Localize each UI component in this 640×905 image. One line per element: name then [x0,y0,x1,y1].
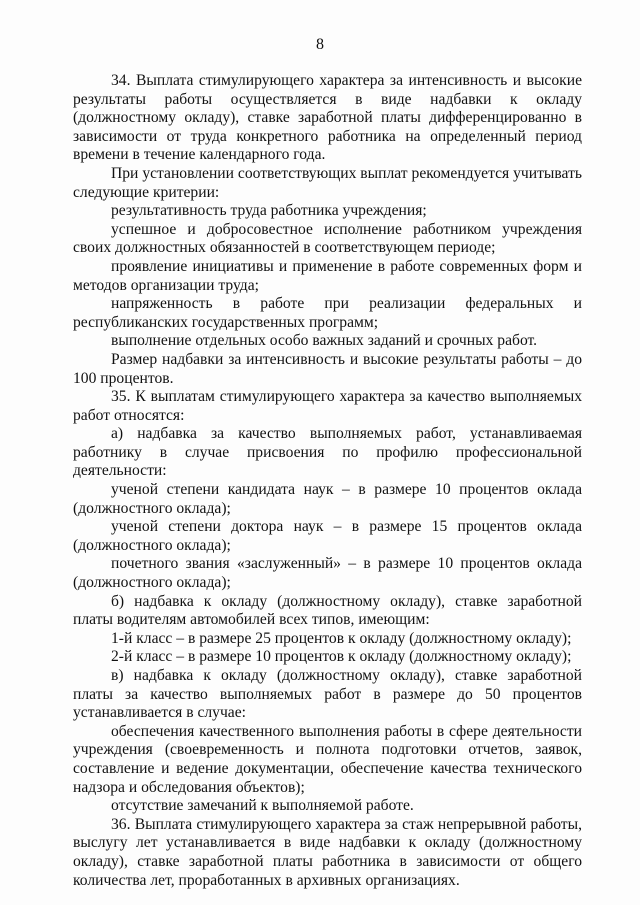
page-number: 8 [316,36,324,53]
criterion-item: выполнение отдельных особо важных заданий и срочных работ. [111,332,538,350]
criterion-item: проявление инициативы и применение в работе современных форм и методов организации труда; [73,257,582,294]
degree-item: ученой степени кандидата наук – в размере 10 процентов оклада (должностного оклада); [73,481,582,517]
class-item: 1-й класс – в размере 25 процентов к окладу (должностному окладу); [111,629,572,647]
paragraph-36: 36. Выплата стимулирующего характера за стаж непрерывной работы, выслугу лет устанавливается в виде надбавки к окладу (должностному окладу), ставке заработной платы работника в зависимости от общего количества лет, проработанных в архивных организациях. [73,815,582,889]
criterion-item: успешное и добросовестное исполнение работником учреждения своих должностных обязанностей в соответствующем периоде; [73,220,582,257]
subitem-b: б) надбавка к окладу (должностному окладу), ставке заработной платы водителям автомобилей всех типов, имеющим: [73,592,582,629]
degree-item: почетного звания «заслуженный» – в размере 10 процентов оклада (должностного оклада); [73,555,582,592]
subitem-a: а) надбавка за качество выполняемых работ, устанавливаемая работнику в случае присвоения по профилю профессиональной деятельности: [73,425,582,480]
paragraph-bonus-size: Размер надбавки за интенсивность и высокие результаты работы – до 100 процентов. [73,350,582,387]
paragraph-35: 35. К выплатам стимулирующего характера за качество выполняемых работ относятся: [73,388,582,424]
condition-item: отсутствие замечаний к выполняемой работе. [111,797,414,815]
degree-item: ученой степени доктора наук – в размере 15 процентов оклада (должностного оклада); [73,518,582,554]
condition-item: обеспечения качественного выполнения работы в сфере деятельности учреждения (своевременность и полнота подготовки отчетов, заявок, составление и ведение документации, обеспечение качества технического надзора и обследования объектов); [73,722,582,796]
class-item: 2-й класс – в размере 10 процентов к окладу (должностному окладу); [111,648,572,666]
subitem-v: в) надбавка к окладу (должностному окладу), ставке заработной платы за качество выполняемых работ в размере до 50 процентов устанавливается в случае: [73,667,582,722]
paragraph-criteria-intro: При установлении соответствующих выплат рекомендуется учитывать следующие критерии: [73,164,582,201]
paragraph-34: 34. Выплата стимулирующего характера за интенсивность и высокие результаты работы осуществляется в виде надбавки к окладу (должностному окладу), ставке заработной платы дифференцированно в зависимости от труда конкретного работника на определенный период времени в течение календарного года. [73,72,582,164]
document-body [73,72,582,890]
criterion-item: результативность труда работника учреждения; [111,202,427,220]
criterion-item: напряженность в работе при реализации федеральных и республиканских государственных программ; [73,295,582,331]
